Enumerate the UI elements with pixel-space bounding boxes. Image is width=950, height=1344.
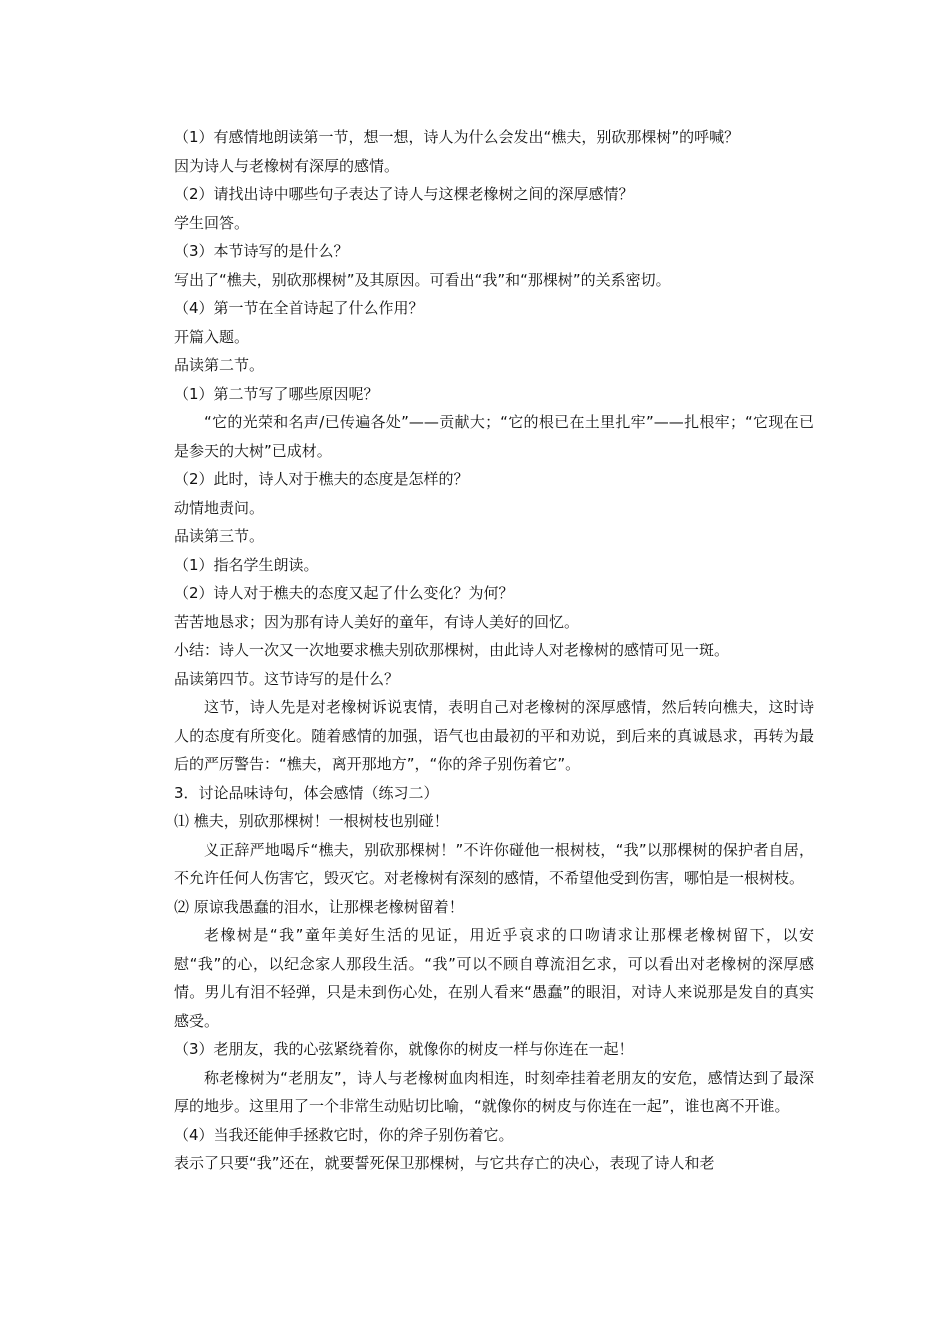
- section-heading-2: 品读第二节。: [174, 356, 265, 374]
- answer-3: 写出了“樵夫，别砍那棵树”及其原因。可看出“我”和“那棵树”的关系密切。: [174, 270, 671, 289]
- line-quote-4: （4）当我还能伸手拯救它时，你的斧子别伤着它。: [174, 1125, 514, 1144]
- question-1: （1）有感情地朗读第一节，想一想，诗人为什么会发出“樵夫，别砍那棵树”的呼喊？: [174, 128, 740, 146]
- section-2-answer-2: 动情地责问。: [174, 498, 265, 517]
- question-4: （4）第一节在全首诗起了什么作用？: [174, 299, 424, 317]
- section-4-analysis: 这节，诗人先是对老橡树诉说衷情，表明自己对老橡树的深厚感情，然后转向樵夫，这时诗人的态度有所变化。随着感情的加强，语气也由最初的平和劝说，到后来的真诚恳求，再转为最后的严厉警告：“樵夫，离开那地方”，“你的斧子别伤着它”。: [174, 698, 814, 773]
- section-3-question-2: （2）诗人对于樵夫的态度又起了什么变化？为何？: [174, 584, 514, 602]
- line-analysis-2: 老橡树是“我”童年美好生活的见证，用近乎哀求的口吻请求让那棵老橡树留下，以安慰“我”的心，以纪念家人那段生活。“我”可以不顾自尊流泪乞求，可以看出对老橡树的深厚感情。男儿有泪不轻弹，只是未到伤心处，在别人看来“愚蠢”的眼泪，对诗人来说那是发自的真实感受。: [174, 926, 814, 1030]
- answer-2: 学生回答。: [174, 213, 250, 232]
- line-quote-2: ⑵ 原谅我愚蠢的泪水，让那棵老橡树留着！: [174, 897, 464, 916]
- section-heading-4: 品读第四节。这节诗写的是什么？: [174, 669, 400, 688]
- section-heading-3: 品读第三节。: [174, 527, 265, 545]
- answer-1: 因为诗人与老橡树有深厚的感情。: [174, 156, 400, 175]
- line-quote-1: ⑴ 樵夫，别砍那棵树！一根树枝也别碰！: [174, 812, 449, 830]
- question-2: （2）请找出诗中哪些句子表达了诗人与这棵老橡树之间的深厚感情？: [174, 185, 634, 203]
- summary: 小结：诗人一次又一次地要求樵夫别砍那棵树，由此诗人对老橡树的感情可见一斑。: [174, 641, 730, 659]
- section-2-answer-1: “它的光荣和名声/已传遍各处”——贡献大；“它的根已在土里扎牢”——扎根牢；“它现在已是参天的大树”已成材。: [174, 413, 814, 460]
- line-quote-3: （3）老朋友，我的心弦紧绕着你，就像你的树皮一样与你连在一起！: [174, 1040, 634, 1058]
- section-3-answer-2: 苦苦地恳求；因为那有诗人美好的童年，有诗人美好的回忆。: [174, 612, 580, 631]
- question-3: （3）本节诗写的是什么？: [174, 242, 349, 260]
- line-analysis-1: 义正辞严地喝斥“樵夫，别砍那棵树！”不许你碰他一根树枝，“我”以那棵树的保护者自居，不允许任何人伤害它，毁灭它。对老橡树有深刻的感情，不希望他受到伤害，哪怕是一根树枝。: [174, 840, 814, 887]
- document-body: [174, 123, 814, 1178]
- line-analysis-3: 称老橡树为“老朋友”，诗人与老橡树血肉相连，时刻牵挂着老朋友的安危，感情达到了最深厚的地步。这里用了一个非常生动贴切比喻，“就像你的树皮与你连在一起”，谁也离不开谁。: [174, 1068, 814, 1115]
- section-2-question-2: （2）此时，诗人对于樵夫的态度是怎样的？: [174, 470, 469, 488]
- section-3-item-1: （1）指名学生朗读。: [174, 555, 319, 574]
- answer-4: 开篇入题。: [174, 327, 250, 346]
- line-analysis-4: 表示了只要“我”还在，就要誓死保卫那棵树，与它共存亡的决心，表现了诗人和老: [174, 1154, 715, 1172]
- section-2-question-1: （1）第二节写了哪些原因呢？: [174, 384, 379, 403]
- discussion-heading: 3．讨论品味诗句，体会感情（练习二）: [174, 783, 439, 802]
